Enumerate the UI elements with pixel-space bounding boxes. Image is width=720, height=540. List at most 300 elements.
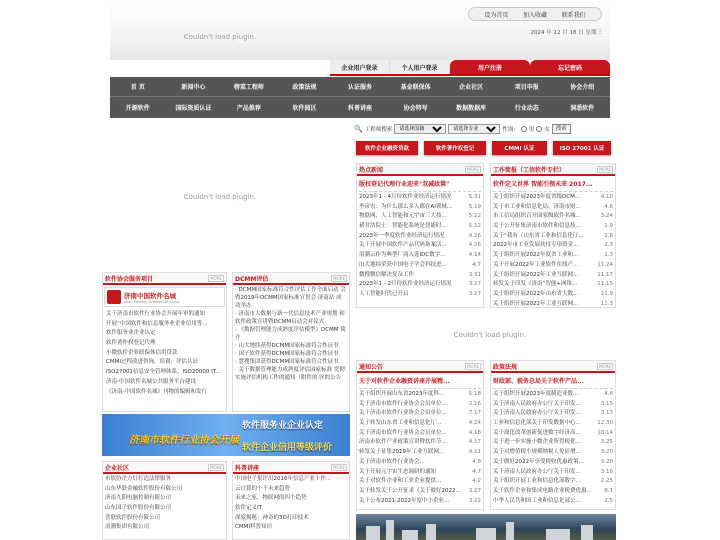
dcmm-item-text: 《数据管理能力成熟度评估模型》DCMM 简介 bbox=[235, 327, 346, 341]
work-brief-item-title: 关于组织开展2022年山东省大数... bbox=[493, 290, 579, 297]
policy-item-date: 3.13 bbox=[600, 410, 613, 417]
policy-list bbox=[491, 389, 615, 507]
assoc-service-item[interactable] bbox=[106, 349, 225, 359]
policy-item-title: 关于做好2022年享受税收优惠政策... bbox=[493, 458, 584, 465]
work-brief-item-title: 关于组织开展2022年工业互联网... bbox=[493, 300, 579, 307]
dcmm-panel bbox=[232, 272, 350, 412]
work-brief-item-date: 11.17 bbox=[597, 271, 613, 278]
work-brief-panel bbox=[490, 163, 616, 308]
policy-item[interactable] bbox=[493, 458, 613, 468]
policy-item[interactable] bbox=[493, 438, 613, 448]
hot-news-item[interactable] bbox=[359, 251, 481, 261]
policy-item-date: 8.1 bbox=[604, 487, 613, 494]
hot-news-item-date: 3.27 bbox=[468, 290, 481, 297]
policy-headline[interactable]: 财政部、税务总局关于软件产品... bbox=[493, 375, 613, 389]
hot-news-item[interactable] bbox=[359, 271, 481, 281]
nav-engineer[interactable]: 榜菜工程师 bbox=[233, 84, 264, 91]
nationality-select[interactable] bbox=[394, 124, 446, 134]
register-button[interactable]: 用户注册 bbox=[450, 60, 530, 74]
promo-banner[interactable] bbox=[102, 414, 350, 456]
assoc-service-item-text: CMMI过程改进咨询、培训、评估认证 bbox=[106, 359, 198, 366]
notice-list bbox=[357, 389, 483, 507]
dcmm-item[interactable] bbox=[235, 366, 347, 382]
nav-home[interactable]: 首 页 bbox=[130, 84, 145, 91]
bullet-icon: · bbox=[235, 287, 239, 293]
notice-item-title: 关于公布2021-2022年度中小企业... bbox=[359, 497, 450, 504]
policy-item[interactable] bbox=[493, 419, 613, 429]
science-item-text: 中国电子报评出2016年信息产业十件... bbox=[235, 476, 332, 482]
assoc-service-item-text: 小微软件企业联保体信用贷款 bbox=[106, 349, 178, 356]
policy-item[interactable] bbox=[493, 400, 613, 410]
dcmm-item-text: 慧搜集团获得DCMM国家标准符合性证书 bbox=[238, 359, 339, 365]
policy-item-title: 关于对增值税小规模纳税人免征增... bbox=[493, 449, 581, 456]
notice-item[interactable] bbox=[359, 477, 481, 487]
photo-building bbox=[476, 528, 496, 540]
community-item[interactable] bbox=[105, 485, 224, 495]
science-item-text: 未来之家，物联网的四个趋势 bbox=[235, 495, 307, 502]
notice-item-title: 关于开展元宇宙生态调研的通知 bbox=[359, 468, 437, 475]
work-brief-item[interactable] bbox=[493, 232, 613, 242]
photo-building bbox=[581, 525, 593, 540]
hot-news-item-title: 2023年一季度软件业经济运行情况 bbox=[359, 232, 445, 239]
add-favorite-link[interactable]: 加入收藏 bbox=[522, 11, 547, 19]
notice-item[interactable] bbox=[359, 409, 481, 419]
hot-news-item-title: 2023年1 - 2月份软件业经济运行情况 bbox=[359, 281, 452, 288]
assoc-service-item[interactable] bbox=[106, 329, 225, 339]
notice-item-date: 4.18 bbox=[468, 429, 481, 436]
assoc-title: 软件协会服务项目 bbox=[105, 275, 154, 283]
work-brief-item-date: 11.9 bbox=[600, 290, 613, 297]
notice-item-title: 关于对软件企业和工业企业提供... bbox=[359, 478, 442, 485]
hot-news-item-title: 2023年1 - 4月份软件业经济运行情况 bbox=[359, 194, 452, 200]
engineer-search bbox=[354, 123, 610, 135]
notice-item[interactable] bbox=[359, 458, 481, 468]
hot-news-item-title: 李彦宏：为什么那么多人都在AI领域... bbox=[359, 203, 453, 210]
community-item[interactable] bbox=[105, 504, 224, 514]
hot-news-item-date: 3.31 bbox=[468, 271, 481, 278]
assoc-service-item-text: 软件著作权登记代理 bbox=[106, 340, 156, 347]
notice-item[interactable] bbox=[359, 429, 481, 439]
community-item-text: 山东国子软件股份有限公司 bbox=[105, 505, 172, 512]
work-brief-item[interactable] bbox=[493, 251, 613, 261]
work-brief-item[interactable] bbox=[493, 261, 613, 271]
hot-news-item-title: 褚君浩院士：智能化系统是智能时... bbox=[359, 223, 447, 230]
assoc-service-item-text: ISO27001信息安全管理体系、ISO20000 IT... bbox=[106, 369, 221, 376]
policy-item-title: 中华人民共和国工业和信息化部公... bbox=[493, 497, 581, 504]
work-brief-item-title: 关于组织开展2022年工业互联网... bbox=[493, 271, 579, 278]
notice-item-title: 关于济南市软件行业协会会员单位... bbox=[359, 410, 447, 417]
hot-news-item-title: 关于开展中国软件产品代码备案活... bbox=[359, 242, 447, 249]
photo-building bbox=[366, 526, 380, 540]
community-title: 企业社区 bbox=[105, 464, 130, 472]
notice-item[interactable] bbox=[359, 497, 481, 507]
policy-item-title: 关于济南人民政府办公厅关于印发... bbox=[493, 410, 581, 417]
community-item[interactable] bbox=[105, 494, 224, 504]
policy-item[interactable] bbox=[493, 448, 613, 458]
banner-line2: 软件企业信用等级评价 bbox=[242, 443, 333, 453]
work-brief-title: 工作简报（工信软件专栏） bbox=[493, 166, 566, 174]
work-brief-item-date: 2.8 bbox=[604, 232, 613, 239]
policy-item[interactable] bbox=[493, 477, 613, 487]
work-brief-item-title: 关于组织开展2023年度省级DCM... bbox=[493, 194, 581, 200]
policy-item-title: 关于进一步实施小微企业所得税优... bbox=[493, 439, 581, 446]
community-item[interactable] bbox=[105, 523, 224, 533]
assoc-service-item[interactable] bbox=[106, 358, 225, 368]
nav-intl-cert[interactable]: 国际资质认证 bbox=[175, 104, 212, 112]
hot-news-item[interactable] bbox=[359, 290, 481, 300]
work-brief-item-title: 关于公开征集济南市软件和信息技... bbox=[493, 223, 581, 230]
assoc-service-item-text: 软件服务业企业认定 bbox=[106, 330, 156, 337]
dcmm-item-text: 国子软件获得DCMM国家标准符合性证书 bbox=[238, 351, 339, 357]
hot-news-item-date: 4.7 bbox=[472, 261, 481, 268]
assoc-service-item-text: 关于济南市软件行业协会开展年审的通知 bbox=[106, 311, 206, 317]
iso-button[interactable]: ISO 27001 认证 bbox=[553, 141, 611, 155]
policy-item-title: 关于济南人民政府办公厅关于印发... bbox=[493, 400, 581, 407]
notice-item-date: 5.18 bbox=[468, 391, 481, 397]
notice-more-button[interactable]: MORE bbox=[467, 363, 479, 369]
work-brief-item-date: 3.24 bbox=[600, 213, 613, 220]
bullet-icon: · bbox=[235, 343, 239, 349]
logo-brand: 济南中国软件名城 bbox=[124, 291, 176, 300]
work-brief-item[interactable] bbox=[493, 203, 613, 213]
policy-item[interactable] bbox=[493, 409, 613, 419]
community-more-button[interactable]: MORE bbox=[210, 464, 222, 470]
policy-more-button[interactable]: MORE bbox=[599, 363, 611, 369]
bullet-icon: · bbox=[235, 327, 239, 333]
date-display: 2024 年 12 月 18 日 星期三 bbox=[530, 30, 602, 36]
notice-item-date: 3.27 bbox=[468, 487, 481, 494]
nav-project[interactable]: 项目申报 bbox=[514, 84, 539, 91]
work-brief-item[interactable] bbox=[493, 222, 613, 232]
dcmm-item[interactable] bbox=[235, 358, 347, 366]
policy-item[interactable] bbox=[493, 487, 613, 497]
forgot-password-button[interactable]: 忘记密码 bbox=[530, 60, 610, 74]
hot-news-item[interactable] bbox=[359, 212, 481, 222]
notice-item-title: 转发关于征集2019年工业互联网... bbox=[359, 449, 445, 456]
work-brief-item[interactable] bbox=[493, 271, 613, 281]
male-radio[interactable] bbox=[521, 126, 527, 132]
assoc-service-item[interactable] bbox=[106, 378, 225, 388]
community-item-text: 浪潮集团有限公司 bbox=[105, 524, 150, 531]
login-bar bbox=[330, 60, 610, 76]
policy-item-date: 3.25 bbox=[600, 439, 613, 446]
dcmm-item[interactable] bbox=[235, 342, 347, 350]
work-more-button[interactable]: MORE bbox=[599, 166, 611, 172]
dcmm-item[interactable] bbox=[235, 286, 347, 310]
work-brief-item-date: 11.15 bbox=[597, 281, 613, 288]
notice-item[interactable] bbox=[359, 448, 481, 458]
policy-item[interactable] bbox=[493, 390, 613, 400]
hot-news-item[interactable] bbox=[359, 222, 481, 232]
notice-item[interactable] bbox=[359, 487, 481, 497]
bullet-icon: · bbox=[235, 359, 239, 365]
hot-news-panel bbox=[356, 163, 484, 308]
nav-products[interactable]: 产品推荐 bbox=[236, 104, 261, 112]
notice-item-date: 4.17 bbox=[468, 439, 481, 446]
community-item-text: 济南九阳电脑控制有限公司 bbox=[105, 495, 172, 502]
notice-item-title: 关于济南市软件行业协会... bbox=[359, 458, 425, 465]
hot-headline[interactable]: 版权登记代理行业迎来"双减政策" bbox=[359, 178, 481, 192]
major-select[interactable] bbox=[448, 124, 500, 134]
policy-item-date: 3.16 bbox=[600, 468, 613, 475]
cmmi-button[interactable]: CMMI 认证 bbox=[492, 141, 547, 155]
science-item-text: 云计算的个不未来趋势 bbox=[235, 485, 291, 492]
plugin-placeholder-right: Couldn't load plugin. bbox=[453, 331, 527, 339]
policy-item[interactable] bbox=[493, 429, 613, 439]
search-label: 工程师搜索 bbox=[364, 127, 393, 133]
hot-news-item-title: 浪潮云作为典型厂商入选IDC数字... bbox=[359, 252, 446, 259]
notice-item-date: 4.2 bbox=[472, 478, 481, 485]
work-brief-item[interactable] bbox=[493, 290, 613, 300]
nav-database[interactable]: 数据数据库 bbox=[456, 104, 487, 112]
work-brief-item-title: 关于“我有（山东省工业和信息化厅... bbox=[493, 232, 584, 239]
policy-item-title: 关于济南人民政府办公厅关于印发... bbox=[493, 468, 581, 475]
hot-news-item-date: 5.12 bbox=[468, 213, 481, 220]
banner-brand: 济南市软件行业协会开展 bbox=[128, 435, 241, 446]
science-item[interactable] bbox=[235, 475, 347, 485]
science-item-text: CMMI科普知识 bbox=[235, 524, 272, 531]
nav-opensource[interactable]: 开源软件 bbox=[125, 104, 150, 112]
work-brief-item-title: 市工信局组织召开国家级软件名城... bbox=[493, 213, 581, 220]
work-brief-item-date: 1.9 bbox=[604, 223, 613, 230]
policy-item-title: 关于组织开展2023年度制造业数... bbox=[493, 391, 579, 397]
notice-item-date: 7.17 bbox=[468, 410, 481, 417]
notice-item-date: 4.7 bbox=[472, 468, 481, 475]
gender-label: 性别： bbox=[502, 127, 519, 133]
notice-item[interactable] bbox=[359, 419, 481, 429]
assoc-service-item-text: 济南-中国软件名城公共服务平台建设 bbox=[106, 378, 196, 385]
female-radio[interactable] bbox=[536, 126, 542, 132]
science-more-button[interactable]: MORE bbox=[333, 464, 345, 470]
banner-line1: 软件服务业企业认定 bbox=[242, 421, 324, 431]
notice-item-date: 2.16 bbox=[468, 400, 481, 407]
work-brief-item-date: 4.6 bbox=[604, 203, 613, 210]
city-logo-icon bbox=[107, 290, 121, 304]
work-brief-item-date: 11.3 bbox=[600, 300, 613, 307]
work-brief-item-date: 11.24 bbox=[597, 261, 613, 268]
photo-building bbox=[386, 520, 394, 540]
nav-parks[interactable]: 软件园区 bbox=[292, 104, 317, 112]
community-list bbox=[103, 474, 226, 534]
hot-news-item-title: 物联网、人工智能和元宇宙三大技... bbox=[359, 213, 447, 220]
set-homepage-link[interactable]: 设为首页 bbox=[484, 11, 509, 19]
work-brief-item[interactable] bbox=[493, 241, 613, 251]
notice-item-title: 关于转发关于公开征求《关于做好2022... bbox=[359, 487, 461, 494]
science-item[interactable] bbox=[235, 514, 347, 524]
community-item[interactable] bbox=[105, 514, 224, 524]
dcmm-item[interactable] bbox=[235, 350, 347, 358]
notice-item-date: 4.24 bbox=[468, 420, 481, 427]
notice-item-date: 4.11 bbox=[468, 449, 481, 456]
policy-panel bbox=[490, 360, 616, 510]
nav-insight[interactable]: 洞悉软件 bbox=[570, 104, 595, 112]
policy-item-date: 3.20 bbox=[600, 449, 613, 456]
notice-item[interactable] bbox=[359, 390, 481, 400]
hot-news-item-title: 山大地纬荣获中国电子学会科技进... bbox=[359, 261, 447, 268]
assoc-service-item[interactable] bbox=[106, 339, 225, 349]
science-title: 科普讲座 bbox=[235, 464, 260, 472]
enterprise-login-button[interactable]: 企业用户登录 bbox=[330, 60, 390, 74]
nav-fund[interactable]: 基金联保体 bbox=[400, 84, 431, 91]
contact-us-link[interactable]: 联系我们 bbox=[561, 11, 586, 19]
plugin-placeholder-left: Couldn't load plugin. bbox=[183, 193, 257, 201]
work-brief-item-title: 关于开展2022年工业软件在线产... bbox=[493, 261, 579, 268]
science-item-text: 深度揭秘：神奇的3D打印技术 bbox=[235, 514, 309, 521]
male-label: 男 bbox=[528, 127, 535, 133]
community-panel bbox=[102, 461, 227, 540]
dcmm-title: DCMM评估 bbox=[235, 275, 269, 283]
hot-news-item-date: 5.12 bbox=[468, 223, 481, 230]
assoc-service-item[interactable] bbox=[106, 320, 225, 330]
nav-lectures[interactable]: 科普讲座 bbox=[348, 104, 373, 112]
community-item[interactable] bbox=[105, 475, 224, 485]
hot-news-list bbox=[357, 192, 483, 301]
loan-button[interactable]: 软件企业融资贷款 bbox=[356, 141, 418, 155]
bullet-icon: · bbox=[235, 311, 239, 317]
dcmm-item-text: 济南市大数据与新一代信息技术产业规划 和软件政策宣讲暨DCMM启动会对仪式 bbox=[235, 311, 345, 325]
work-brief-item-date: 2.3 bbox=[604, 242, 613, 249]
assoc-more-button[interactable]: MORE bbox=[210, 275, 222, 281]
policy-item-date: 3.15 bbox=[600, 400, 613, 407]
hot-news-item-date: 4.26 bbox=[468, 232, 481, 239]
bullet-icon: · bbox=[235, 351, 239, 357]
notice-headline[interactable]: 关于对软件企业融资讲座开展精... bbox=[359, 375, 481, 389]
work-brief-item-date: 1.3 bbox=[604, 252, 613, 259]
work-headline[interactable]: 软件定义世界 智能引领未来 2017... bbox=[493, 178, 613, 192]
personal-login-button[interactable]: 个人用户登录 bbox=[390, 60, 450, 74]
nav-cert[interactable]: 认证服务 bbox=[348, 84, 373, 91]
policy-item-title: 关于组织开展工业和信息化部数字... bbox=[493, 478, 581, 485]
science-item[interactable] bbox=[235, 523, 347, 533]
nav-features[interactable]: 协会特写 bbox=[403, 104, 428, 112]
notice-title: 通知公告 bbox=[359, 363, 384, 371]
assoc-service-item-text: 开展“中国软件和信息服务业企业信用等... bbox=[106, 320, 208, 327]
notice-item[interactable] bbox=[359, 400, 481, 410]
work-brief-list bbox=[491, 192, 615, 310]
work-brief-item-title: 2022年市工业发展扶持专项资金... bbox=[493, 242, 579, 249]
dcmm-more-button[interactable]: MORE bbox=[333, 275, 345, 281]
policy-item-date: 3.20 bbox=[600, 458, 613, 465]
hot-news-item-date: 4.14 bbox=[468, 252, 481, 259]
hot-news-item[interactable] bbox=[359, 232, 481, 242]
nav-about[interactable]: 协会介绍 bbox=[570, 84, 595, 91]
science-item[interactable] bbox=[235, 494, 347, 504]
community-item-text: 普联软件股份有限公司 bbox=[105, 514, 161, 521]
policy-item-date: 10.14 bbox=[597, 429, 613, 436]
hot-news-item-date: 3.27 bbox=[468, 281, 481, 288]
assoc-services-list bbox=[104, 309, 227, 398]
science-item[interactable] bbox=[235, 504, 347, 514]
hot-news-item[interactable] bbox=[359, 203, 481, 213]
main-nav bbox=[110, 77, 610, 118]
city-photo bbox=[356, 514, 616, 540]
search-button[interactable]: 搜索 bbox=[552, 124, 571, 134]
notice-item-title: 济南市软件产业政策宣讲暨软件节... bbox=[359, 439, 447, 446]
work-brief-item[interactable] bbox=[493, 300, 613, 310]
notice-item-title: 关于组织开展山东省2023年度科... bbox=[359, 391, 445, 397]
photo-building bbox=[506, 522, 514, 540]
notice-item-date: 3.22 bbox=[468, 497, 481, 504]
science-panel bbox=[232, 461, 350, 540]
work-brief-item[interactable] bbox=[493, 193, 613, 203]
hot-news-item-date: 5.19 bbox=[468, 203, 481, 210]
notice-item-title: 关于济南市软件行业协会会员单位... bbox=[359, 429, 447, 436]
hot-news-item[interactable] bbox=[359, 193, 481, 203]
notice-item[interactable] bbox=[359, 468, 481, 478]
top-links bbox=[468, 7, 602, 21]
nav-community[interactable]: 企业社区 bbox=[459, 84, 484, 91]
notice-item[interactable] bbox=[359, 438, 481, 448]
policy-item-date: 12.30 bbox=[597, 420, 613, 427]
notice-item-date: 4.8 bbox=[472, 458, 481, 465]
assoc-service-item[interactable] bbox=[106, 368, 225, 378]
policy-item-date: 4.6 bbox=[604, 391, 613, 397]
notice-panel bbox=[356, 360, 484, 510]
work-brief-item-date: 4.10 bbox=[600, 194, 613, 200]
dcmm-item-text: 山大地纬获得DCMM国家标准符合性证书 bbox=[238, 343, 339, 349]
photo-building bbox=[546, 529, 570, 540]
science-list bbox=[233, 474, 349, 534]
notice-item-title: 关于济南市软件行业协会会员单位... bbox=[359, 400, 447, 407]
hot-news-item-title: 微搜微信解决复杂工作 bbox=[359, 271, 415, 278]
logo-sub: Jinan Famous Software of China bbox=[124, 299, 180, 304]
notice-item-title: 关于转发山东省工业和信息化厅... bbox=[359, 420, 442, 427]
science-item[interactable] bbox=[235, 485, 347, 495]
work-brief-item[interactable] bbox=[493, 280, 613, 290]
dcmm-item[interactable] bbox=[235, 326, 347, 342]
assoc-service-item[interactable] bbox=[106, 310, 225, 320]
policy-item-title: 关于深化改革创新促进数字经济高... bbox=[493, 429, 581, 436]
bullet-icon: · bbox=[235, 367, 239, 373]
hot-news-item-date: 5.31 bbox=[468, 194, 481, 200]
nav-industry[interactable]: 行业动态 bbox=[514, 104, 539, 112]
hot-news-item-title: 人工智能时代已开启 bbox=[359, 290, 409, 297]
policy-item[interactable] bbox=[493, 497, 613, 507]
community-item-text: 山东华联金融软件股份有限公司 bbox=[105, 485, 183, 492]
hot-news-item[interactable] bbox=[359, 241, 481, 251]
assoc-service-item[interactable] bbox=[106, 388, 225, 398]
dcmm-list bbox=[233, 285, 349, 383]
female-label: 女 bbox=[544, 127, 550, 133]
work-brief-item-title: 转发关于印发《济南“智能+网络... bbox=[493, 281, 578, 288]
policy-item-date: 2.5 bbox=[604, 497, 613, 504]
hot-news-item[interactable] bbox=[359, 261, 481, 271]
work-brief-item-title: 关于市工业和信息化局、济南市财... bbox=[493, 203, 581, 210]
work-brief-item-title: 关于组织开展2022年度省工业和... bbox=[493, 252, 579, 259]
nav-policy[interactable]: 政策法规 bbox=[292, 84, 317, 91]
copyright-button[interactable]: 软件著作权登记 bbox=[424, 141, 486, 155]
hot-more-button[interactable]: MORE bbox=[467, 166, 479, 172]
policy-item[interactable] bbox=[493, 468, 613, 478]
hot-news-item-date: 4.26 bbox=[468, 242, 481, 249]
photo-building bbox=[426, 524, 436, 540]
hot-news-title: 热点新闻 bbox=[359, 166, 384, 174]
assoc-service-item-text: 《济南-中国软件名城》刊物的编辑和发行 bbox=[106, 388, 207, 395]
policy-item-date: 2.25 bbox=[600, 478, 613, 485]
hot-news-item[interactable] bbox=[359, 280, 481, 290]
community-item-text: 市软协企方灯打造法律服务 bbox=[105, 476, 172, 482]
dcmm-item[interactable] bbox=[235, 310, 347, 326]
policy-item-title: 工业和信息化部关于印发数据中心... bbox=[493, 420, 581, 427]
work-brief-item[interactable] bbox=[493, 212, 613, 222]
header-banner bbox=[110, 0, 610, 60]
plugin-placeholder: Couldn't load plugin. bbox=[183, 33, 257, 41]
science-item-text: 软件定义IT bbox=[235, 505, 262, 512]
policy-title: 政策法规 bbox=[493, 363, 518, 371]
search-icon: 🔍 bbox=[354, 125, 363, 133]
nav-news[interactable]: 新闻中心 bbox=[181, 84, 206, 91]
policy-item-title: 关于软件企业和集成电路企业税费优惠... bbox=[493, 487, 592, 494]
